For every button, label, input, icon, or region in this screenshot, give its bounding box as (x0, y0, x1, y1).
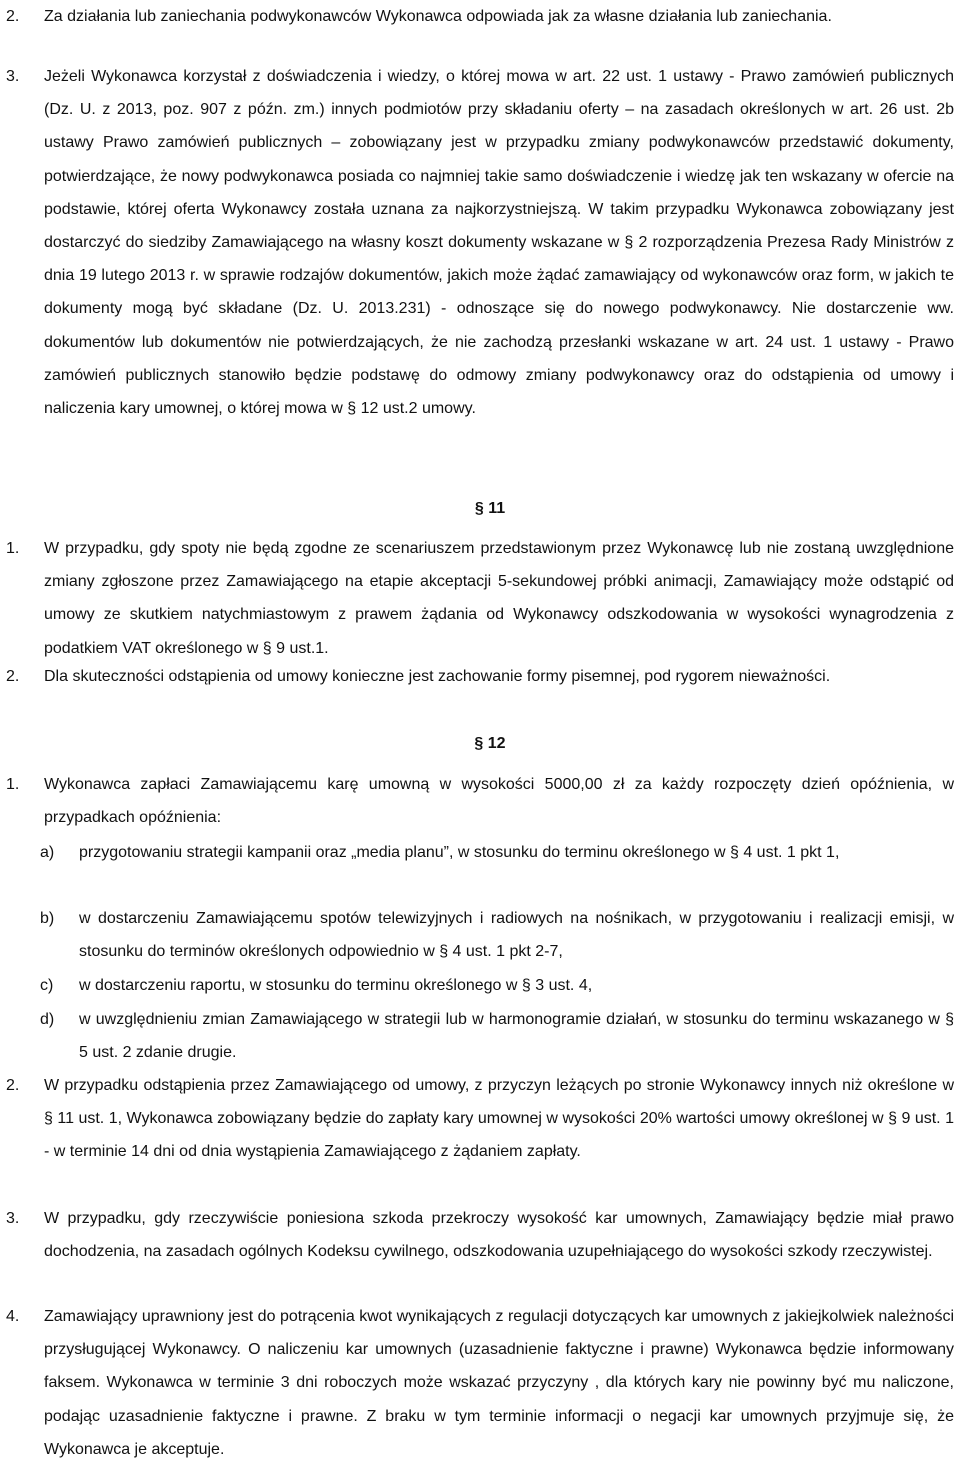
sub-item-letter: c) (40, 977, 54, 994)
sub-item-letter: d) (40, 1011, 55, 1028)
sub-item-letter: b) (40, 910, 55, 927)
section-12-heading: § 12 (474, 735, 506, 752)
item-text: Jeżeli Wykonawca korzystał z doświadczenia i wiedzy, o której mowa w art. 22 ust. 1 ustawy - Prawo zamówień publicznych (Dz. U. z 2013, poz. 907 z późn. zm.) innych podmiotów przy składaniu oferty – na zasadach określonych w art. 26 ust. 2b ustawy Prawo zamówień publicznych – zobowiązany jest w przypadku zmiany podwykonawców przedstawić dokumenty, potwierdzające, że nowy podwykonawca posiada co najmniej takie samo doświadczenie i wiedzę jak ten wskazany w ofercie na podstawie, której oferta Wykonawcy została uznana za najkorzystniejszą. W takim przypadku Wykonawca zobowiązany jest dostarczyć do siedziby Zamawiającego na własny koszt dokumenty wskazane w § 2 rozporządzenia Prezesa Rady Ministrów z dnia 19 lutego 2013 r. w sprawie rodzajów dokumentów, jakich może żądać zamawiający od wykonawców oraz form, w jakich te dokumenty mogą być składane (Dz. U. 2013.231) - odnoszące się do nowego podwykonawcy. Nie dostarczenie ww. dokumentów lub dokumentów nie potwierdzających, że nie zachodzą przesłanki wskazane w art. 24 ust. 1 ustawy - Prawo zamówień publicznych stanowiło będzie podstawę do odmowy zmiany podwykonawcy oraz do odstąpienia od umowy i naliczenia kary umownej, o której mowa w § 12 ust.2 umowy. (44, 68, 954, 418)
item-text: Dla skuteczności odstąpienia od umowy konieczne jest zachowanie formy pisemnej, pod rygorem nieważności. (44, 668, 831, 685)
section-heading (0, 735, 960, 753)
item-number: 1. (6, 540, 20, 557)
item-number: 3. (6, 1210, 20, 1227)
item-text: Wykonawca zapłaci Zamawiającemu karę umowną w wysokości 5000,00 zł za każdy rozpoczęty dzień opóźnienia, w przypadkach opóźnienia: (44, 776, 954, 827)
sub-item-letter: a) (40, 844, 55, 861)
sub-item-text: w dostarczeniu raportu, w stosunku do terminu określonego w § 3 ust. 4, (79, 977, 593, 994)
item-text: W przypadku odstąpienia przez Zamawiającego od umowy, z przyczyn leżących po stronie Wykonawcy innych niż określone w § 11 ust. 1, Wykonawca zobowiązany będzie do zapłaty kary umownej w wysokości 20% wartości umowy określonej w § 9 ust. 1 - w terminie 14 dni od dnia wystąpienia Zamawiającego z żądaniem zapłaty. (44, 1077, 954, 1161)
item-number: 1. (6, 776, 20, 793)
sub-item-text: przygotowaniu strategii kampanii oraz „media planu”, w stosunku do terminu określonego w § 4 ust. 1 pkt 1, (79, 844, 840, 861)
item-text: Za działania lub zaniechania podwykonawców Wykonawca odpowiada jak za własne działania lub zaniechania. (44, 8, 832, 25)
section-11-heading: § 11 (474, 500, 506, 517)
item-number: 3. (6, 68, 20, 85)
item-number: 4. (6, 1308, 20, 1325)
item-text: Zamawiający uprawniony jest do potrącenia kwot wynikających z regulacji dotyczących kar umownych z jakiejkolwiek należności przysługującej Wykonawcy. O naliczeniu kar umownych (uzasadnienie faktyczne i prawne) Wykonawca będzie informowany faksem. Wykonawca w terminie 3 dni roboczych może wskazać przyczyny , dla których kary nie powinny być mu naliczone, podając uzasadnienie faktyczne i prawne. Z braku w tym terminie informacji o negacji kar umownych przyjmuje się, że Wykonawca je akceptuje. (44, 1308, 954, 1458)
item-number: 2. (6, 8, 20, 25)
item-text: W przypadku, gdy spoty nie będą zgodne ze scenariuszem przedstawionym przez Wykonawcę lub nie zostaną uwzględnione zmiany zgłoszone przez Zamawiającego na etapie akceptacji 5-sekundowej próbki animacji, Zamawiający może odstąpić od umowy ze skutkiem natychmiastowym z prawem żądania od Wykonawcy odszkodowania w wysokości wynagrodzenia z podatkiem VAT określonego w § 9 ust.1. (44, 540, 954, 657)
item-text: W przypadku, gdy rzeczywiście poniesiona szkoda przekroczy wysokość kar umownych, Zamawiający będzie miał prawo dochodzenia, na zasadach ogólnych Kodeksu cywilnego, odszkodowania uzupełniającego do wysokości szkody rzeczywistej. (44, 1210, 954, 1261)
sub-item-text: w uwzględnieniu zmian Zamawiającego w strategii lub w harmonogramie działań, w stosunku do terminu wskazanego w § 5 ust. 2 zdanie drugie. (79, 1011, 954, 1062)
item-number: 2. (6, 668, 20, 685)
item-number: 2. (6, 1077, 20, 1094)
sub-item-text: w dostarczeniu Zamawiającemu spotów telewizyjnych i radiowych na nośnikach, w przygotowaniu i realizacji emisji, w stosunku do terminów określonych odpowiednio w § 4 ust. 1 pkt 2-7, (79, 910, 954, 961)
section-heading (0, 500, 960, 518)
